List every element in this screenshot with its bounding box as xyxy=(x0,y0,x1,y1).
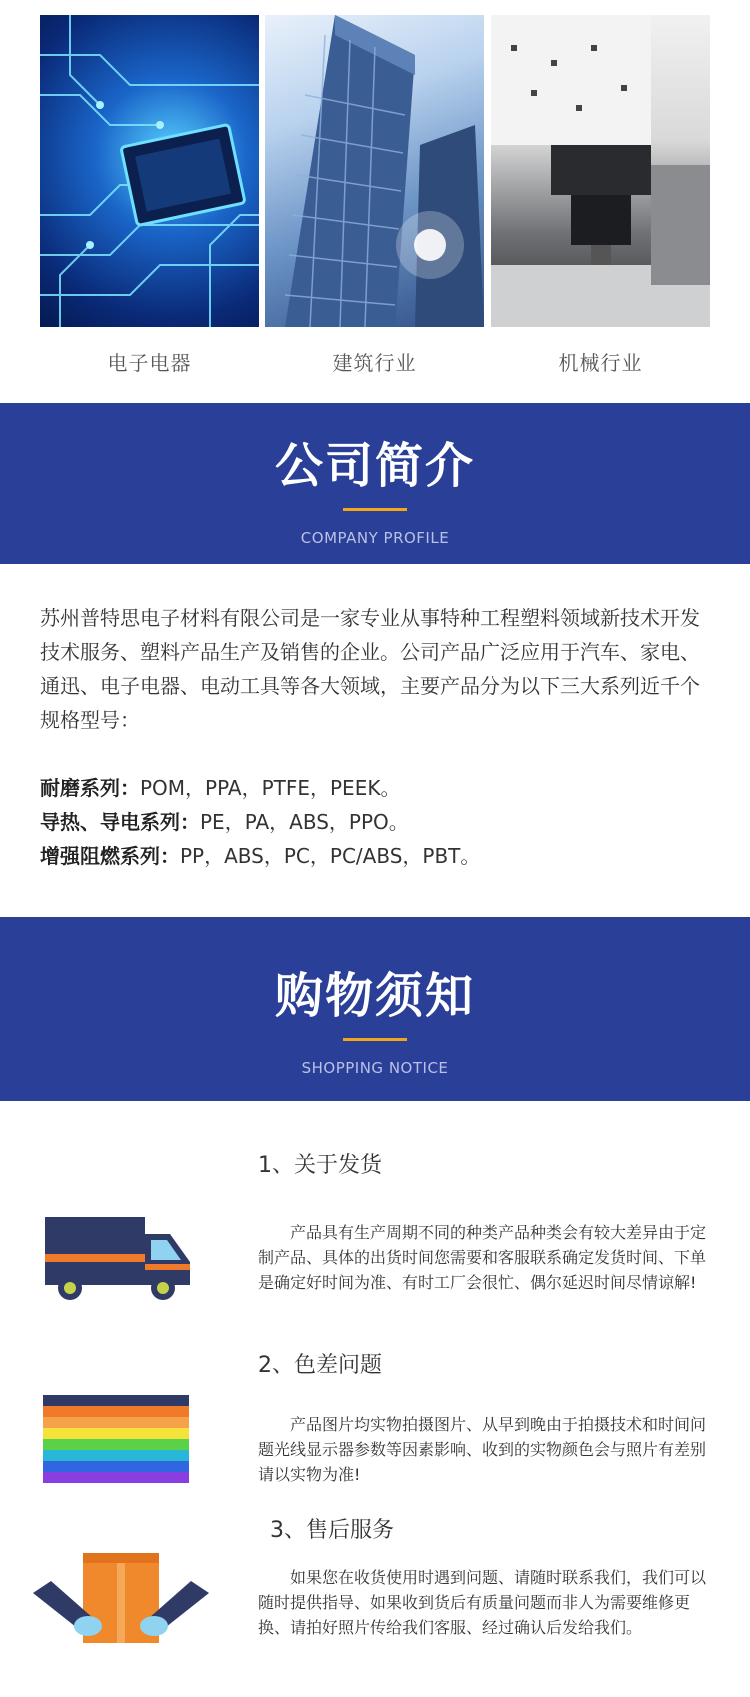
industry-caption: 电子电器 xyxy=(107,351,192,375)
industry-card-construction[interactable] xyxy=(265,15,484,376)
series-item xyxy=(40,805,710,839)
section-subtitle: SHOPPING NOTICE xyxy=(301,1059,449,1077)
series-materials: POM，PPA，PTFE，PEEK。 xyxy=(140,776,401,800)
title-divider xyxy=(343,508,407,511)
series-item xyxy=(40,839,710,873)
skyscraper-photo xyxy=(265,15,484,327)
circuit-board-photo xyxy=(40,15,259,327)
industries-section xyxy=(0,0,750,400)
company-profile-header xyxy=(0,403,750,564)
series-item xyxy=(40,771,710,805)
series-materials: PE，PA，ABS，PPO。 xyxy=(200,810,409,834)
industry-caption: 机械行业 xyxy=(558,351,643,375)
color-swatch-icon xyxy=(43,1395,189,1487)
section-title: 公司简介 xyxy=(274,438,475,494)
company-profile-body xyxy=(40,601,710,873)
industry-card-electronics[interactable] xyxy=(40,15,259,376)
section-title: 购物须知 xyxy=(274,968,475,1024)
industry-caption: 建筑行业 xyxy=(332,351,417,375)
series-materials: PP，ABS，PC，PC/ABS，PBT。 xyxy=(180,844,481,868)
title-divider xyxy=(343,1038,407,1041)
industry-card-machinery[interactable] xyxy=(491,15,710,376)
notice-heading: 2、色差问题 xyxy=(258,1353,382,1378)
notice-text: 产品具有生产周期不同的种类产品种类会有较大差异由于定制产品、具体的出货时间您需要和客服联系确定发货时间、下单是确定好时间为准、有时工厂会很忙、偶尔延迟时间尽情谅解! xyxy=(258,1223,707,1292)
section-subtitle: COMPANY PROFILE xyxy=(300,529,450,547)
machinery-photo xyxy=(491,15,710,327)
series-name: 增强阻燃系列： xyxy=(40,844,180,868)
notice-heading: 1、关于发货 xyxy=(258,1153,382,1178)
series-name: 导热、导电系列： xyxy=(40,810,200,834)
series-name: 耐磨系列： xyxy=(40,776,140,800)
company-intro: 苏州普特思电子材料有限公司是一家专业从事特种工程塑料领域新技术开发技术服务、塑料产品生产及销售的企业。公司产品广泛应用于汽车、家电、通迅、电子电器、电动工具等各大领域，主要产品分为以下三大系列近千个规格型号： xyxy=(40,606,700,732)
package-hands-icon xyxy=(33,1553,209,1652)
shopping-notice-header xyxy=(0,917,750,1101)
delivery-truck-icon xyxy=(45,1212,195,1306)
notice-text: 如果您在收货使用时遇到问题、请随时联系我们，我们可以随时提供指导、如果收到货后有质量问题而非人为需要维修更换、请拍好照片传给我们客服、经过确认后发给我们。 xyxy=(258,1568,707,1637)
notice-heading: 3、售后服务 xyxy=(270,1518,394,1543)
notice-text: 产品图片均实物拍摄图片、从早到晚由于拍摄技术和时间问题光线显示器参数等因素影响、收到的实物颜色会与照片有差别请以实物为准! xyxy=(258,1415,707,1484)
